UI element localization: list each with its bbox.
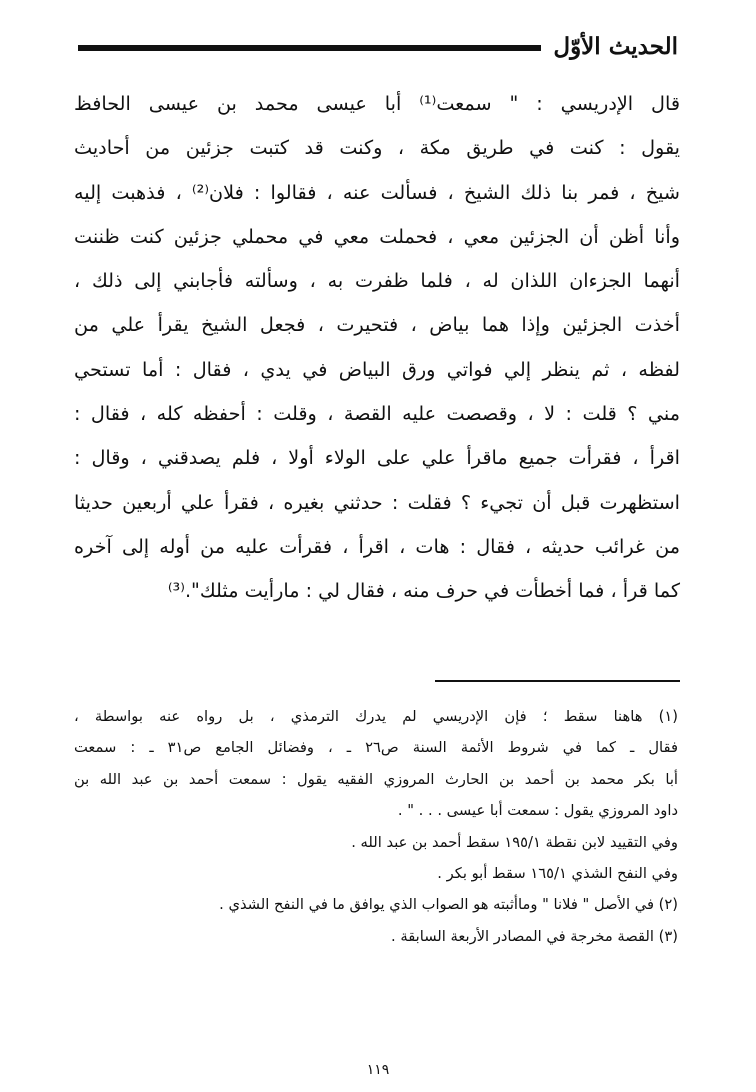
footnote-line: (٢) في الأصل " فلانا " وماأثبته هو الصواب الذي يوافق ما في النفح الشذي . — [219, 896, 678, 914]
text-line: اقرأ ، فقرأت جميع ماقرأ علي على الولاء أولا ، فلم يصدقني ، وقال : — [74, 446, 680, 470]
text-line: وأنا أظن أن الجزئين معي ، فحملت معي في محملي جزئين كنت ظننت — [74, 224, 680, 248]
footnote-line: وفي التقييد لابن نقطة ١٩٥/١ سقط أحمد بن عبد الله . — [351, 833, 678, 851]
footnotes — [74, 701, 678, 952]
footnote-line: وفي النفح الشذي ١٦٥/١ سقط أبو بكر . — [437, 864, 678, 882]
text-line: قال الإدريسي : " سمعت⁽¹⁾ أبا عيسى محمد بن عيسى الحافظ — [74, 92, 680, 115]
footnote-line: (٣) القصة مخرجة في المصادر الأربعة السابقة . — [391, 927, 678, 945]
header-rule — [78, 45, 541, 51]
text-line: مني ؟ قلت : لا ، وقصصت عليه القصة ، وقلت : أحفظه كله ، فقال : — [74, 402, 680, 426]
main-text — [74, 82, 680, 614]
text-line: لفظه ، ثم ينظر إلي فواتي ورق البياض في يدي ، فقال : أما تستحي — [74, 357, 680, 381]
footnote-line: أبا بكر محمد بن أحمد بن الحارث المروزي الفقيه يقول : سمعت أحمد بن عبد الله بن — [74, 770, 678, 788]
text-line: استظهرت قبل أن تجيء ؟ فقلت : حدثني بغيره ، فقرأ علي أربعين حديثا — [74, 490, 680, 514]
footnote-divider — [435, 680, 680, 682]
text-line: من غرائب حديثه ، فقال : هات ، اقرأ ، فقرأت عليه من أوله إلى آخره — [74, 534, 680, 558]
text-line: كما قرأ ، فما أخطأت في حرف منه ، فقال لي : مارأيت مثلك".⁽³⁾ — [167, 579, 680, 603]
chapter-header — [78, 26, 678, 66]
chapter-title: الحديث الأوّل — [553, 32, 678, 60]
footnote-line: داود المروزي يقول : سمعت أبا عيسى . . . " . — [397, 802, 678, 820]
text-line: أخذت الجزئين وإذا هما بياض ، فتحيرت ، فجعل الشيخ يقرأ علي من — [74, 313, 680, 337]
footnote-line: فقال ـ كما في شروط الأئمة السنة ص٢٦ ـ ، وفضائل الجامع ص٣١ ـ : سمعت — [74, 739, 678, 757]
footnote-line: (١) هاهنا سقط ؛ فإن الإدريسي لم يدرك الترمذي ، بل رواه عنه بواسطة ، — [74, 708, 678, 725]
page-number: ١١٩ — [366, 1062, 390, 1078]
text-line: يقول : كنت في طريق مكة ، وكنت قد كتبت جزئين من أحاديث — [74, 136, 680, 160]
text-line: أنهما الجزءان اللذان له ، فلما ظفرت به ، وسألته فأجابني إلى ذلك ، — [74, 269, 680, 293]
text-line: شيخ ، فمر بنا ذلك الشيخ ، فسألت عنه ، فقالوا : فلان⁽²⁾ ، فذهبت إليه — [74, 180, 680, 204]
